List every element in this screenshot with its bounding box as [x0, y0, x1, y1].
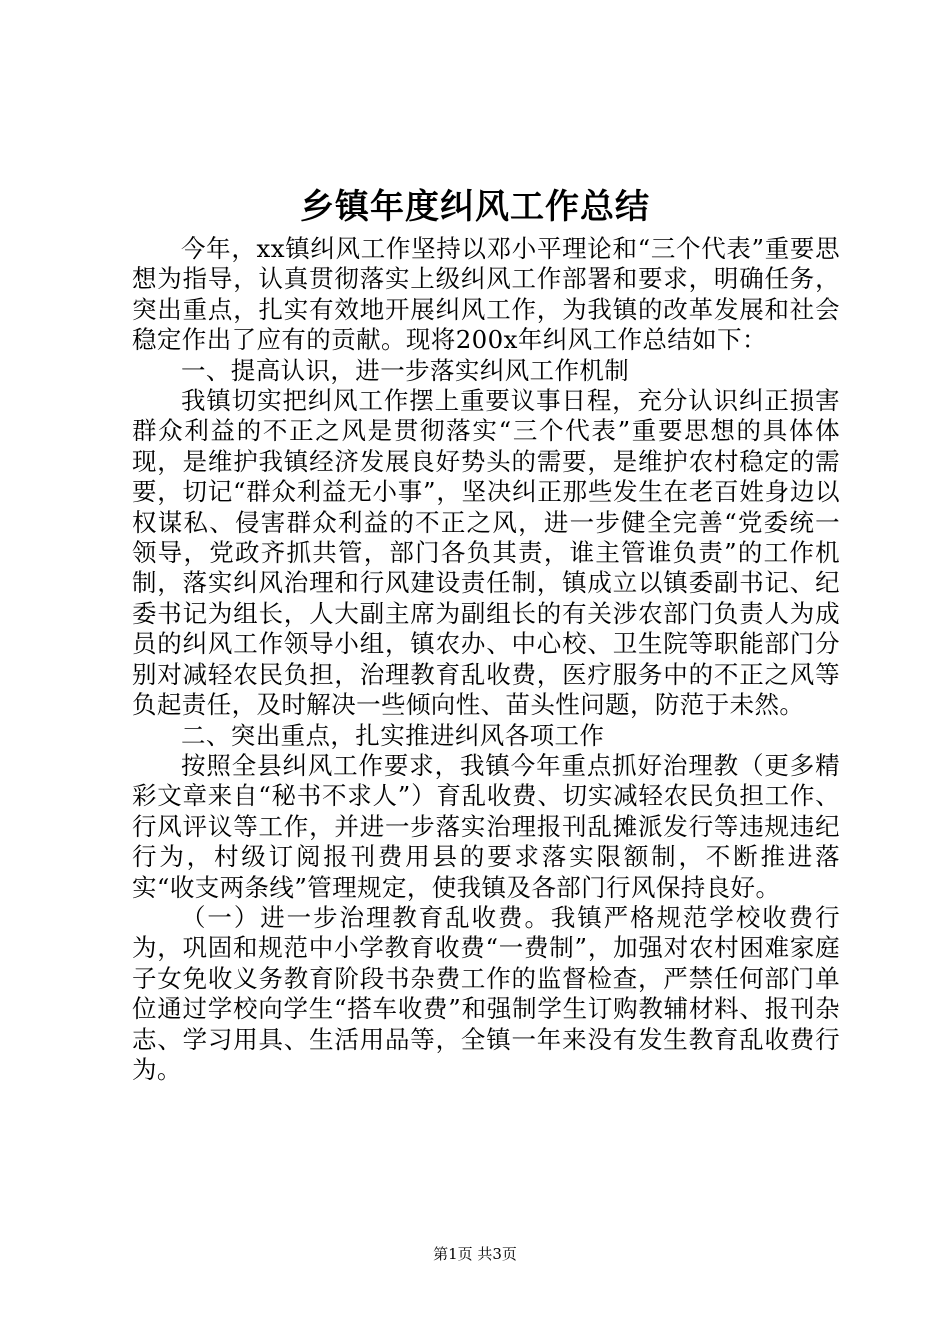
page-footer: 第1页 共3页 — [433, 1245, 517, 1263]
subsection-1-paragraph: （一）进一步治理教育乱收费。我镇严格规范学校收费行为，巩固和规范中小学教育收费“一费制”，加强对农村困难家庭子女免收义务教育阶段书杂费工作的监督检查，严禁任何部门单位通过学校向学生“搭车收费”和强制学生订购教辅材料、报刊杂志、学习用具、生活用品等，全镇一年来没有发生教育乱收费行为。 — [132, 902, 840, 1084]
intro-paragraph: 今年，xx镇纠风工作坚持以邓小平理论和“三个代表”重要思想为指导，认真贯彻落实上级纠风工作部署和要求，明确任务，突出重点，扎实有效地开展纠风工作，为我镇的改革发展和社会稳定作出了应有的贡献。现将200x年纠风工作总结如下： — [132, 234, 840, 355]
document-body — [132, 234, 840, 1085]
section-heading-1: 一、提高认识，进一步落实纠风工作机制 — [181, 355, 630, 385]
page-title: 乡镇年度纠风工作总结 — [300, 187, 650, 227]
section-heading-2: 二、突出重点，扎实推进纠风各项工作 — [181, 720, 605, 750]
section-2-paragraph: 按照全县纠风工作要求，我镇今年重点抓好治理教（更多精彩文章来自“秘书不求人”）育乱收费、切实减轻农民负担工作、行风评议等工作，并进一步落实治理报刊乱摊派发行等违规违纪行为，村级订阅报刊费用县的要求落实限额制，不断推进落实“收支两条线”管理规定，使我镇及各部门行风保持良好。 — [132, 750, 840, 902]
section-1-paragraph: 我镇切实把纠风工作摆上重要议事日程，充分认识纠正损害群众利益的不正之风是贯彻落实“三个代表”重要思想的具体体现，是维护我镇经济发展良好势头的需要，是维护农村稳定的需要，切记“群众利益无小事”，坚决纠正那些发生在老百姓身边以权谋私、侵害群众利益的不正之风，进一步健全完善“党委统一领导，党政齐抓共管，部门各负其责，谁主管谁负责”的工作机制，落实纠风治理和行风建设责任制，镇成立以镇委副书记、纪委书记为组长，人大副主席为副组长的有关涉农部门负责人为成员的纠风工作领导小组，镇农办、中心校、卫生院等职能部门分别对减轻农民负担，治理教育乱收费，医疗服务中的不正之风等负起责任，及时解决一些倾向性、苗头性问题，防范于未然。 — [132, 386, 840, 720]
